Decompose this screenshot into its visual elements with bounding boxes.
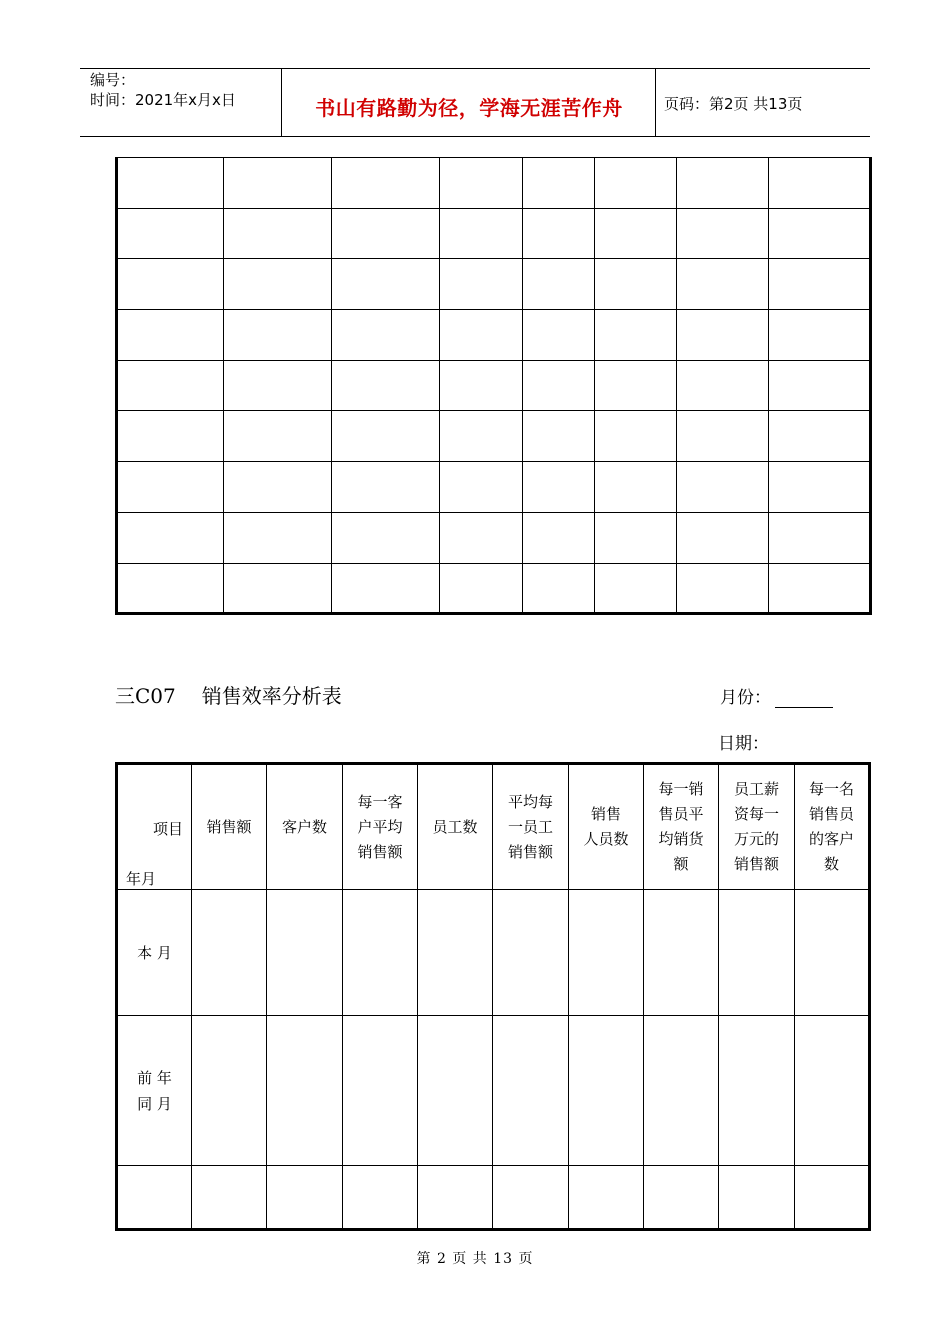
data-cell[interactable] — [493, 1166, 569, 1230]
grid-cell[interactable] — [595, 360, 677, 411]
grid-cell[interactable] — [595, 563, 677, 614]
grid-cell[interactable] — [677, 208, 769, 259]
data-cell[interactable] — [418, 1016, 493, 1166]
grid-cell[interactable] — [224, 310, 332, 361]
grid-cell[interactable] — [440, 259, 523, 310]
grid-cell[interactable] — [677, 310, 769, 361]
data-cell[interactable] — [569, 1016, 644, 1166]
data-cell[interactable] — [644, 1166, 719, 1230]
header-row — [117, 764, 870, 890]
document-number-label: 编号： — [90, 71, 136, 89]
grid-cell[interactable] — [523, 563, 595, 614]
page-footer: 第 2 页 共 13 页 — [416, 1251, 534, 1267]
table-row — [117, 462, 871, 513]
data-cell[interactable] — [343, 1166, 418, 1230]
header-divider-1 — [281, 68, 282, 136]
grid-cell[interactable] — [523, 512, 595, 563]
grid-cell[interactable] — [332, 462, 440, 513]
grid-cell[interactable] — [117, 411, 224, 462]
month-label: 月份： — [720, 688, 771, 708]
grid-cell[interactable] — [332, 411, 440, 462]
data-cell[interactable] — [343, 890, 418, 1016]
table-row — [117, 158, 871, 209]
grid-cell[interactable] — [595, 462, 677, 513]
data-cell[interactable] — [192, 1016, 267, 1166]
table-row — [117, 310, 871, 361]
grid-cell[interactable] — [224, 411, 332, 462]
grid-cell[interactable] — [677, 411, 769, 462]
grid-cell[interactable] — [523, 411, 595, 462]
column-header: 销售额 — [192, 764, 267, 890]
grid-cell[interactable] — [332, 259, 440, 310]
grid-cell[interactable] — [595, 158, 677, 209]
grid-cell[interactable] — [332, 208, 440, 259]
sales-efficiency-table — [115, 762, 871, 1231]
data-cell[interactable] — [418, 1166, 493, 1230]
section-title — [115, 680, 342, 709]
header-meta — [90, 70, 236, 110]
grid-cell[interactable] — [595, 310, 677, 361]
grid-cell[interactable] — [332, 512, 440, 563]
column-header: 每一销 售员平 均销货 额 — [644, 764, 719, 890]
data-cell[interactable] — [192, 1166, 267, 1230]
column-header: 员工薪 资每一 万元的 销售额 — [719, 764, 795, 890]
grid-cell[interactable] — [523, 310, 595, 361]
corner-yearmonth-label: 年月 — [126, 870, 157, 888]
data-cell[interactable] — [267, 890, 343, 1016]
row-label: 前 年 同 月 — [117, 1016, 192, 1166]
grid-cell[interactable] — [523, 158, 595, 209]
data-cell[interactable] — [644, 1016, 719, 1166]
table-row-current-month — [117, 890, 870, 1016]
table-row — [117, 563, 871, 614]
grid-cell[interactable] — [440, 512, 523, 563]
table-row-blank — [117, 1166, 870, 1230]
grid-cell[interactable] — [595, 512, 677, 563]
grid-cell[interactable] — [440, 411, 523, 462]
grid-cell[interactable] — [224, 360, 332, 411]
data-cell[interactable] — [795, 890, 870, 1016]
grid-cell[interactable] — [677, 512, 769, 563]
grid-cell[interactable] — [224, 462, 332, 513]
data-cell[interactable] — [192, 890, 267, 1016]
row-label — [117, 1166, 192, 1230]
grid-cell[interactable] — [117, 360, 224, 411]
data-cell[interactable] — [267, 1016, 343, 1166]
grid-cell[interactable] — [595, 208, 677, 259]
grid-cell[interactable] — [769, 411, 871, 462]
grid-cell[interactable] — [117, 310, 224, 361]
table-row — [117, 411, 871, 462]
grid-cell[interactable] — [595, 259, 677, 310]
date-field — [718, 729, 769, 754]
column-header: 员工数 — [418, 764, 493, 890]
column-header: 销售 人员数 — [569, 764, 644, 890]
grid-cell[interactable] — [769, 208, 871, 259]
grid-cell[interactable] — [523, 208, 595, 259]
data-cell[interactable] — [719, 1016, 795, 1166]
grid-cell[interactable] — [523, 360, 595, 411]
grid-cell[interactable] — [769, 158, 871, 209]
grid-cell[interactable] — [440, 360, 523, 411]
grid-cell[interactable] — [677, 563, 769, 614]
section-code: 三C07 — [115, 684, 176, 708]
grid-cell[interactable] — [440, 158, 523, 209]
grid-cell[interactable] — [769, 563, 871, 614]
month-field — [720, 683, 833, 708]
grid-cell[interactable] — [224, 512, 332, 563]
grid-cell[interactable] — [677, 462, 769, 513]
data-cell[interactable] — [719, 890, 795, 1016]
header-top-rule — [80, 68, 870, 69]
table-row — [117, 512, 871, 563]
grid-cell[interactable] — [117, 158, 224, 209]
table-row — [117, 208, 871, 259]
data-cell[interactable] — [719, 1166, 795, 1230]
column-header: 每一客 户平均 销售额 — [343, 764, 418, 890]
grid-cell[interactable] — [117, 208, 224, 259]
data-cell[interactable] — [569, 890, 644, 1016]
grid-cell[interactable] — [769, 462, 871, 513]
grid-cell[interactable] — [332, 360, 440, 411]
section-name: 销售效率分析表 — [201, 684, 342, 708]
data-cell[interactable] — [569, 1166, 644, 1230]
grid-cell[interactable] — [224, 563, 332, 614]
date-label: 日期： — [718, 734, 769, 754]
data-cell[interactable] — [418, 890, 493, 1016]
grid-cell[interactable] — [224, 259, 332, 310]
header-page-label: 页码：第2页 共13页 — [664, 95, 803, 113]
document-time-label: 时间：2021年x月x日 — [90, 91, 236, 109]
grid-cell[interactable] — [677, 360, 769, 411]
grid-cell[interactable] — [117, 563, 224, 614]
blank-grid-table — [115, 157, 872, 615]
column-header: 平均每 一员工 销售额 — [493, 764, 569, 890]
data-cell[interactable] — [795, 1016, 870, 1166]
grid-cell[interactable] — [595, 411, 677, 462]
grid-cell[interactable] — [117, 462, 224, 513]
table-row-prior-year — [117, 1016, 870, 1166]
grid-cell[interactable] — [440, 310, 523, 361]
data-cell[interactable] — [644, 890, 719, 1016]
table-row — [117, 360, 871, 411]
grid-cell[interactable] — [332, 310, 440, 361]
grid-cell[interactable] — [440, 208, 523, 259]
grid-cell[interactable] — [440, 462, 523, 513]
grid-cell[interactable] — [769, 310, 871, 361]
grid-cell[interactable] — [332, 563, 440, 614]
grid-cell[interactable] — [224, 158, 332, 209]
grid-cell[interactable] — [769, 512, 871, 563]
grid-cell[interactable] — [224, 208, 332, 259]
grid-cell[interactable] — [523, 462, 595, 513]
header-motto: 书山有路勤为径，学海无涯苦作舟 — [315, 96, 623, 120]
grid-cell[interactable] — [769, 360, 871, 411]
data-cell[interactable] — [795, 1166, 870, 1230]
grid-cell[interactable] — [117, 259, 224, 310]
data-cell[interactable] — [343, 1016, 418, 1166]
grid-cell[interactable] — [769, 259, 871, 310]
grid-cell[interactable] — [677, 158, 769, 209]
corner-item-label: 项目 — [152, 820, 183, 838]
grid-cell[interactable] — [117, 512, 224, 563]
grid-cell[interactable] — [332, 158, 440, 209]
grid-cell[interactable] — [440, 563, 523, 614]
corner-header-cell — [117, 764, 192, 890]
column-header: 每一名 销售员 的客户 数 — [795, 764, 870, 890]
data-cell[interactable] — [493, 1016, 569, 1166]
grid-cell[interactable] — [677, 259, 769, 310]
table-row — [117, 259, 871, 310]
grid-cell[interactable] — [523, 259, 595, 310]
data-cell[interactable] — [493, 890, 569, 1016]
column-header: 客户数 — [267, 764, 343, 890]
row-label: 本 月 — [117, 890, 192, 1016]
header-divider-2 — [655, 68, 656, 136]
data-cell[interactable] — [267, 1166, 343, 1230]
header-bottom-rule — [80, 136, 870, 137]
month-blank-line[interactable] — [775, 691, 833, 708]
